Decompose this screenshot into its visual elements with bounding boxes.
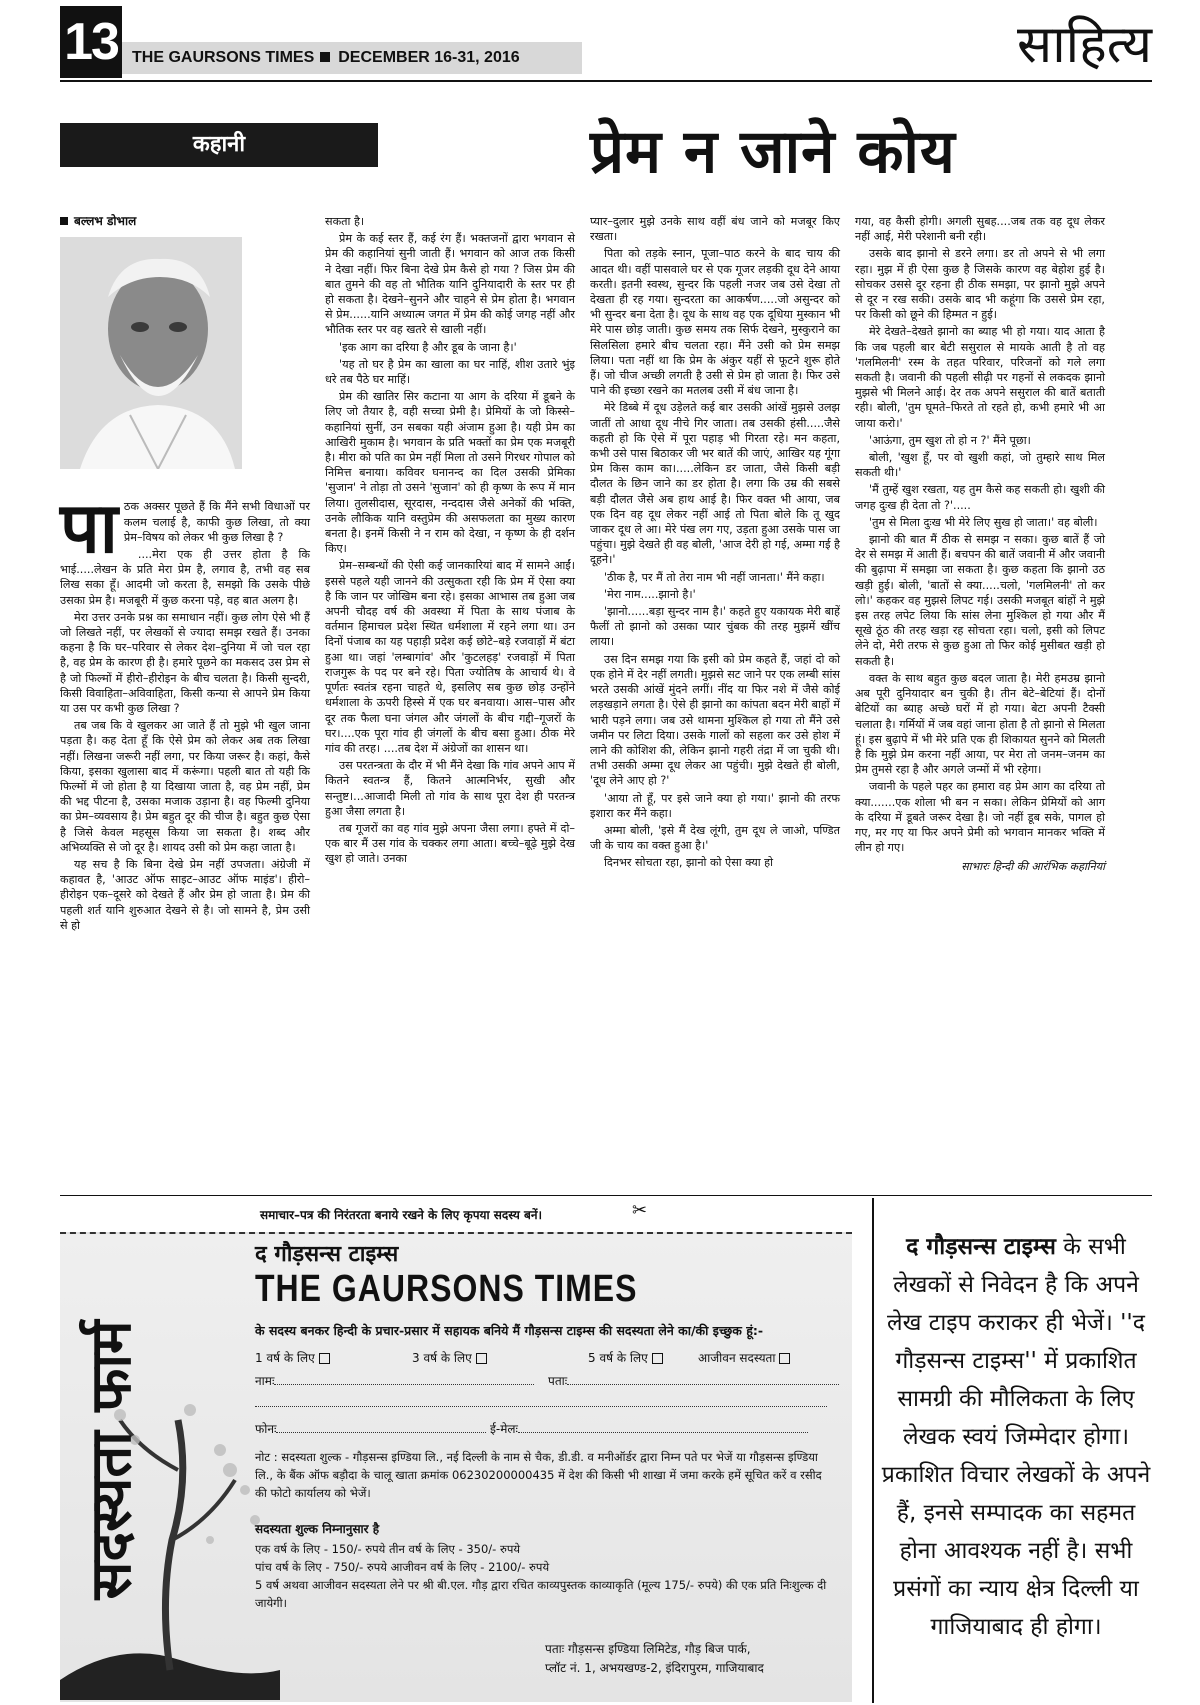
- option-5-year[interactable]: 5 वर्ष के लिए: [588, 1349, 663, 1366]
- article-paragraph: अम्मा बोली, 'इसे मैं देख लूंगी, तुम दूध ले जाओ, पण्डित जी के चाय का वक्त हुआ है।': [590, 823, 840, 853]
- payment-note: नोट : सदस्यता शुल्क - गौड़सन्स इण्डिया लि., नई दिल्ली के नाम से चैक, डी.डी. व मनीऑर्डर द्वारा निम्न पते पर भेजें या गौड़सन्स इण्डिया लि., के बैंक ऑफ बड़ौदा के चालू खाता क्रमांक 06230200000435 में देश की किसी भी शाखा में जमा करके हमें सूचित करें व रसीद की फोटो कार्यालय को भेजें।: [255, 1450, 822, 1500]
- article-paragraph: वक्त के साथ बहुत कुछ बदल जाता है। मेरी हमउम्र झानो अब पूरी दुनियादार बन चुकी है। तीन बेटे–बेटियां हैं। दोनों बेटियों का ब्याह अच्छे घरों में हो गया। बेटा अपनी टैक्सी चलाता है। गर्मियों में जब वहां जाना होता है तो झानो से मिलता हूं। इस बुढ़ापे में भी मेरे प्रति एक ही शिकायत सुनने को मिलती है कि मुझे प्रेम करना नहीं आया, पर मेरा तो जनम–जनम का प्रेम तुमसे रहा है और अगले जन्मों में भी रहेगा।: [855, 671, 1105, 777]
- genre-label: कहानी: [60, 123, 378, 167]
- article-paragraph: गया, वह कैसी होगी। अगली सुबह....जब तक वह दूध लेकर नहीं आई, मेरी परेशानी बनी रही।: [855, 215, 1105, 244]
- article-paragraph: 'मैं तुम्हें खुश रखता, यह तुम कैसे कह सकती हो। खुशी की जगह दुःख ही देता तो ?'.....: [855, 483, 1105, 512]
- notice-text: के सभी लेखकों से निवेदन है कि अपने लेख टाइप कराकर ही भेजें। ''द गौड़सन्स टाइम्स'' में प्रकाशित सामग्री की मौलिकता के लिए लेखक स्वयं जिम्मेदार होगा। प्रकाशित विचार लेखकों के अपने हैं, इनसे सम्पादक का सहमत होना आवश्यक नहीं है। सभी प्रसंगों का न्याय क्षेत्र दिल्ली या गाजियाबाद ही होगा।: [881, 1234, 1151, 1640]
- quote-line: 'इक आग का दरिया है और डूब के जाना है।': [339, 340, 517, 354]
- article-paragraph: 'आऊंगा, तुम खुश तो हो न ?' मैंने पूछा।: [869, 433, 1031, 447]
- address-label: पताः: [545, 1642, 565, 1656]
- article-paragraph: 'झानो......बड़ा सुन्दर नाम है।' कहते हुए यकायक मेरी बाहें फैलीं तो झानो को उसका प्यार चुंबक की तरह मुझमें खींच लाया।: [590, 605, 840, 649]
- checkbox[interactable]: [319, 1353, 330, 1364]
- scissors-icon: ✂: [632, 1200, 648, 1221]
- form-title-text: सदस्यता फार्म: [79, 1320, 144, 1600]
- article-paragraph: 'तुम से मिला दुःख भी मेरे लिए सुख हो जाता।' वह बोली।: [869, 515, 1098, 529]
- editorial-notice: [880, 1228, 1152, 1646]
- byline: [60, 214, 310, 229]
- section-title: साहित्य: [1017, 15, 1152, 75]
- option-lifetime[interactable]: आजीवन सदस्यता: [698, 1349, 790, 1366]
- address-line: प्लॉट नं. 1, अभयखण्ड-2, इंदिरापुरम, गाजियाबाद: [545, 1661, 764, 1675]
- fee-line: एक वर्ष के लिए - 150/- रुपये तीन वर्ष के लिए - 350/- रुपये: [255, 1542, 521, 1556]
- article-paragraph: सकता है।: [325, 215, 365, 228]
- article-paragraph: यह सच है कि बिना देखे प्रेम नहीं उपजता। अंग्रेजी में कहावत है, 'आउट ऑफ साइट–आउट ऑफ माइंड'। हीरो–हीरोइन एक–दूसरे को देखते हैं और प्रेम हो जाता है। प्रेम की पहली शर्त यानि शुरुआत देखने से है। जो सामने है, प्रेम उसी से हो: [60, 858, 310, 932]
- fee-line: पांच वर्ष के लिए - 750/- रुपये आजीवन वर्ष के लिए - 2100/- रुपये: [255, 1560, 550, 1574]
- article-paragraph: उस परतन्त्रता के दौर में भी मैंने देखा कि गांव अपने आप में कितने स्वतन्त्र हैं, कितने आत्मनिर्भर, सुखी और सन्तुष्ट।...आजादी मिली तो गांव के साथ पूरा देश ही परतन्त्र हुआ जैसा लगता है।: [325, 759, 575, 818]
- checkbox[interactable]: [476, 1353, 487, 1364]
- square-bullet-icon: [60, 217, 68, 225]
- article-paragraph: तब गूजरों का वह गांव मुझे अपना जैसा लगा। हफ्ते में दो–एक बार मैं उस गांव के चक्कर लगा आता। बच्चे–बूढ़े मुझे देख खुश हो जाते। उनका: [325, 821, 575, 866]
- name-field[interactable]: नामः: [255, 1372, 534, 1389]
- article-paragraph: मेरे देखते–देखते झानो का ब्याह भी हो गया। याद आता है कि जब पहली बार बेटी ससुराल से मायके आती है तो वह 'गलमिलनी' रस्म के तहत परिवार, परिजनों को गले लगा सकती है। जवानी की पहली सीढ़ी पर गहनों से लकदक झानो मुझसे भी मिलने आई। देर तक अपने ससुराल की बातें बताती रही। बोली, 'तुम घूमते–फिरते तो रहते हो, कभी हमारे भी आ जाया करो।': [855, 325, 1105, 430]
- article-paragraph: पिता को तड़के स्नान, पूजा–पाठ करने के बाद चाय की आदत थी। वहीं पासवाले घर से एक गूजर लड़की दूध देने आया करती। इतनी स्वस्थ, सुन्दर कि पहली नजर जब उसे देखा तो देखता ही रह गया। सुन्दरता का आकर्षण.....जो असुन्दर को भी सुन्दर बना देता है। दूध के साथ वह एक दूधिया मुस्कान भी मेरे पास छोड़ जाती। कुछ समय तक सिर्फ देखने, मुस्कुराने का सिलसिला हमारे बीच चलता रहा। मैंने उसी को प्रेम समझ लिया। पता नहीं था कि प्रेम के अंकुर यहीं से फूटने शुरू होते हैं। जो चीज अच्छी लगती है उसी से प्रेम हो जाता है। फिर उसे पाने की इच्छा रखने का मतलब उसी में बंध जाना है।: [590, 247, 840, 398]
- notice-divider: [872, 1198, 874, 1703]
- form-vertical-title: [60, 1280, 200, 1640]
- article-paragraph: प्रेम के कई स्तर हैं, कई रंग हैं। भक्तजनों द्वारा भगवान से प्रेम की कहानियां सुनी जाती हैं। भगवान को आज तक किसी ने देखा नहीं। फिर बिना देखे प्रेम कैसे हो गया ? जिस प्रेम की बात तुमने की वह तो भौतिक यानि दुनियादारी के स्तर पर ही हो सकता है। देखने–सुनने और चाहने से प्रेम होता है। भगवान से प्रेम......यानि अध्यात्म जगत में प्रेम की कोई जगह नहीं और भौतिक स्तर पर वह खतरे से खाली नहीं।: [325, 232, 575, 337]
- article-paragraph: मेरा उत्तर उनके प्रश्न का समाधान नहीं। कुछ लोग ऐसे भी हैं जो लिखते नहीं, पर लेखकों से ज्यादा समझ रखते हैं। उनका कहना है कि घर–परिवार से लेकर देश–दुनिया में जो चल रहा है, वह प्रेम के कारण ही है। हमारे पूछने का मकसद उस प्रेम से है जो फिल्मों में हीरो–हीरोइन के बीच चलता है। किसी सुन्दरी, किसी विवाहिता–अविवाहिता, किसी कन्या से आपने प्रेम किया या उस पर कभी कुछ लिखा ?: [60, 610, 310, 716]
- article-paragraph: तब जब कि वे खुलकर आ जाते हैं तो मुझे भी खुल जाना पड़ता है। कह देता हूँ कि ऐसे प्रेम को लेकर अब तक लिखा नहीं। लिखना जरूरी नहीं लगा, पर किया जरूर है। कहां, कैसे किया, इसका खुलासा बाद में करूंगा। पहली बात तो यही कि फिल्मों में जो होता है या दिखाया जाता है, वह प्रेम नहीं, प्रेम की भद्द पीटना है, उसका मजाक उड़ाना है। वह फिल्मी दुनिया का प्रेम–व्यवसाय है। प्रेम बहुत दूर की चीज है। बहुत कुछ ऐसा है जिसे केवल महसूस किया जा सकता है। शब्द और अभिव्यक्ति से जो दूर है। शायद उसी को प्रेम कहा जाता है।: [60, 719, 310, 854]
- article-column-1: [60, 214, 310, 935]
- publication-name: THE GAURSONS TIMES: [132, 49, 315, 66]
- email-field[interactable]: ई-मेलः: [490, 1420, 808, 1437]
- masthead-strip: [122, 42, 582, 74]
- subscription-appeal: समाचार–पत्र की निरंतरता बनाये रखने के लिए कृपया सदस्य बनें।: [260, 1208, 543, 1222]
- article-column-3: [590, 214, 840, 873]
- article-paragraph: बोली, 'खुश हूँ, पर वो खुशी कहां, जो तुम्हारे साथ मिल सकती थी।': [855, 451, 1105, 480]
- article-paragraph: मेरे डिब्बे में दूध उड़ेलते कई बार उसकी आंखें मुझसे उलझ जातीं तो आधा दूध नीचे गिर जाता। तब उसकी हंसी.....जैसे कहती हो कि ऐसे में पूरा पहाड़ भी गिरता रहे। मन कहता, कभी उसे पास बिठाकर जी भर बातें की जाएं, आखिर यह गूंगा प्रेम किस काम का।.....लेकिन डर जाता, जैसे किसी बड़ी दौलत के छिन जाने का डर होता है। लगा कि उम्र की सबसे बड़ी दौलत जैसे अब हाथ आई है। फिर वक्त भी आया, जब एक दिन वह दूध लेकर नहीं आई तो पिता बोले कि तू खुद जाकर दूध ले आ। मेरे पंख लग गए, उड़ता हुआ उसके पास जा पहुंचा। मुझे देखते ही वह बोली, 'आज देरी हो गई, अम्मा गई है दूहने।': [590, 401, 840, 567]
- notice-paper-name: द गौड़सन्स टाइम्स: [906, 1234, 1056, 1260]
- page-number: 13: [60, 6, 122, 78]
- fees-heading: सदस्यता शुल्क निम्नानुसार है: [255, 1522, 380, 1536]
- article-paragraph: ....मेरा एक ही उत्तर होता है कि भाई.....लेखन के प्रति मेरा प्रेम है, लगाव है, तभी वह सब लिख सका हूँ। आदमी जो करता है, समझो कि उसके पीछे उसका प्रेम है। मजबूरी में कुछ करना पड़े, वह बात अलग है।: [60, 548, 310, 607]
- phone-field[interactable]: फोनः: [255, 1420, 486, 1437]
- form-paper-name-english: THE GAURSONS TIMES: [255, 1266, 638, 1310]
- section-divider: [60, 1195, 1152, 1196]
- office-address: [545, 1640, 764, 1678]
- article-column-4: [855, 214, 1105, 875]
- checkbox[interactable]: [652, 1353, 663, 1364]
- article-paragraph: प्रेम की खातिर सिर कटाना या आग के दरिया में डूबने के लिए जो तैयार है, वही सच्चा प्रेमी है। प्रेमियों के जो किस्से–कहानियां सुनीं, उन सबका यही अंजाम हुआ है। यही प्रेम का आखिरी मुकाम है। भगवान के प्रति भक्तों का प्रेम एक मजबूरी है। मीरा को पति का प्रेम नहीं मिला तो उसने गिरधर गोपाल को निमित्त बनाया। कविवर घनानन्द का दिल उसकी प्रेमिका 'सुजान' ने तोड़ा तो उसने 'सुजान' को ही कृष्ण के रूप में मान लिया। तुलसीदास, सूरदास, नन्ददास जैसे अनेकों की भक्ति, उनके लौकिक यानि वस्तुप्रेम की असफलता का मुख्य कारण बनता है। इनमें किसी ने न राम को देखा, न कृष्ण के ही दर्शन किए।: [325, 390, 575, 556]
- address-field[interactable]: पताः: [548, 1372, 839, 1389]
- article-paragraph: पाठक अक्सर पूछते हैं कि मैंने सभी विधाओं पर कलम चलाई है, काफी कुछ लिखा, तो क्या प्रेम–विषय को लेकर भी कुछ लिखा है ?: [60, 487, 310, 570]
- author-name: बल्लभ डोभाल: [74, 214, 137, 228]
- drop-cap: पा: [60, 487, 118, 570]
- article-paragraph: उसके बाद झानो से डरने लगा। डर तो अपने से भी लगा रहा। मुझ में ही ऐसा कुछ है जिसके कारण वह बेहोश हुई है। सोचकर उससे दूर रहना ही ठीक समझा, पर झानो मुझे अपने से दूर न रख सकी। उसके बाद भी कहूंगा कि उससे प्रेम रहा, पर किसी को छूने की हिम्मत न हुई।: [855, 247, 1105, 322]
- article-paragraph: जवानी के पहले पहर का हमारा वह प्रेम आग का दरिया तो क्या.......एक शोला भी बन न सका। लेकिन प्रेमियों को आग के दरिया में डूबते जरूर देखा है। जो नहीं डूब सके, पागल हो गए, मर गए या फिर अपने प्रेमी को भगवान मानकर भक्ति में लीन हो गए।: [855, 780, 1105, 855]
- article-paragraph: दिनभर सोचता रहा, झानो को ऐसा क्या हो: [604, 856, 773, 870]
- article-paragraph: 'ठीक है, पर मैं तो तेरा नाम भी नहीं जानता।' मैंने कहा।: [604, 570, 825, 584]
- article-paragraph: उस दिन समझ गया कि इसी को प्रेम कहते हैं, जहां दो को एक होने में देर नहीं लगती। मुझसे सट जाने पर एक लम्बी सांस भरते उसकी आंखें मुंदने लगीं। नींद या फिर नशे में जैसे कोई लड़खड़ाने लगता है। ऐसे ही झानो का कांपता बदन मेरी बाहों में भारी पड़ने लगा। जब उसे थामना मुश्किल हो गया तो मैंने उसे जमीन पर लिटा दिया। उसके गालों को सहला कर उसे होश में लाने की कोशिश की, लेकिन झानो गहरी तंद्रा में जा चुकी थी। तभी उसकी अम्मा दूध लेकर आ पहुंची। मुझे देखते ही बोली, 'दूध लेने आए हो ?': [590, 652, 840, 788]
- article-paragraph: प्यार–दुलार मुझे उनके साथ वहीं बंध जाने को मजबूर किए रखता।: [590, 215, 840, 244]
- square-bullet-icon: [320, 52, 330, 62]
- article-paragraph: प्रेम–सम्बन्धों की ऐसी कई जानकारियां बाद में सामने आईं। इससे पहले यही जानने की उत्सुकता रही कि प्रेम में ऐसा क्या है कि जान पर जोखिम बना रहे। इसका आभास तब हुआ जब अपनी चौदह वर्ष की अवस्था में पिता के साथ पंजाब के वर्तमान हिमाचल प्रदेश स्थित धर्मशाला में रहने लगा था। उन दिनों पंजाब का यह पहाड़ी प्रदेश कई छोटे–बड़े रजवाड़ों में बंटा हुआ था। जहां 'लम्बागांव' और 'कुटलहड़' रजवाड़ों में पिता राजगुरू के पद पर बने रहे। पिता ज्योतिष के आचार्य थे। वे पूर्णतः स्वतंत्र रहना चाहते थे, इसलिए सब कुछ छोड़ उन्होंने धर्मशाला के ऊपरी हिस्से में एक घर बनवाया। आस–पास और दूर तक फैला घना जंगल और जंगलों के बीच गद्दी–गूजरों के घर।....एक पूरा गांव ही जंगलों के बीच बसा हुआ। ठीक मेरे गांव की तरह। ....तब देश में अंग्रेजों का शासन था।: [325, 559, 575, 755]
- fee-line: 5 वर्ष अथवा आजीवन सदस्यता लेने पर श्री बी.एल. गौड़ द्वारा रचित काव्यपुस्तक काव्याकृति (मूल्य 175/- रुपये) की एक प्रति निःशुल्क दी जायेगी।: [255, 1578, 827, 1610]
- quote-line: 'यह तो घर है प्रेम का खाला का घर नाहिं, शीश उतारे भुंइ धरे तब पैठे घर माहिं।: [325, 357, 575, 387]
- address-line: गौड़सन्स इण्डिया लिमिटेड, गौड़ बिज पार्क,: [568, 1642, 751, 1656]
- article-column-2: [325, 214, 575, 869]
- author-photo: [60, 237, 242, 469]
- issue-date: DECEMBER 16-31, 2016: [338, 49, 520, 66]
- article-paragraph: 'आया तो हूँ, पर इसे जाने क्या हो गया।' झानो की तरफ इशारा कर मैंने कहा।: [590, 791, 840, 820]
- fees-list: [255, 1540, 845, 1612]
- form-paper-name-hindi: द गौड़सन्स टाइम्स: [255, 1242, 399, 1267]
- header-rule: [60, 80, 1152, 82]
- source-credit: साभारः हिन्दी की आरंभिक कहानियां: [961, 860, 1105, 874]
- headline: प्रेम न जाने कोय: [590, 117, 956, 187]
- article-paragraph: झानो की बात मैं ठीक से समझ न सका। कुछ बातें हैं जो देर से समझ में आती हैं। बचपन की बातें जवानी में और जवानी की बुढ़ापा में समझा जा सकता है। कुछ कहता कि झानो उठ खड़ी हुई। बोली, 'बातों से क्या.....चलो, 'गलमिलनी' तो कर लो।' कहकर वह मुझसे लिपट गई। उसकी मजबूत बांहों ने मुझे इस तरह लपेट लिया कि सांस लेना मुश्किल हो गया और मैं सूखे ठूंठ की तरह खड़ा रह सोचता रहा। चलो, इसी को लिपट लेने दो, मेरी तरफ से कुछ हुआ तो फिर कोई मुसीबत खड़ी हो सकती है।: [855, 533, 1106, 668]
- form-intro: के सदस्य बनकर हिन्दी के प्रचार-प्रसार में सहायक बनिये मैं गौड़सन्स टाइम्स की सदस्यता लेने का/की इच्छुक हूं:-: [255, 1323, 764, 1338]
- address-field-line-2[interactable]: [255, 1396, 827, 1410]
- checkbox[interactable]: [779, 1353, 790, 1364]
- option-3-year[interactable]: 3 वर्ष के लिए: [412, 1349, 487, 1366]
- option-1-year[interactable]: 1 वर्ष के लिए: [255, 1349, 330, 1366]
- article-paragraph: 'मेरा नाम.....झानो है।': [604, 587, 696, 601]
